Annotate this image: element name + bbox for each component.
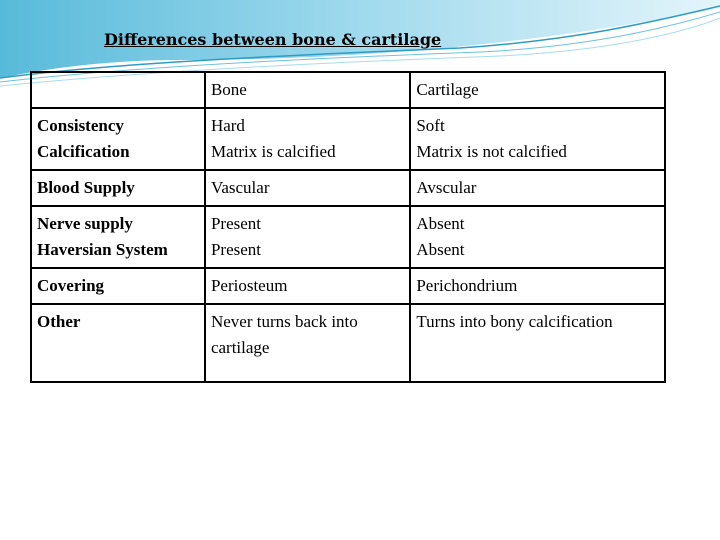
table-row [31, 304, 665, 382]
cartilage-cell [410, 304, 665, 382]
table-header-row [31, 72, 665, 108]
table-row [31, 268, 665, 304]
row-label-cell [31, 170, 205, 206]
comparison-table [30, 71, 666, 383]
cell-line: Calcification [37, 142, 130, 161]
cell-line: Periosteum [210, 276, 288, 295]
header-cell: Cartilage [410, 72, 665, 108]
table-row [31, 170, 665, 206]
cell-line: Soft [416, 116, 445, 135]
bone-cell [205, 304, 410, 382]
cell-line: Other [37, 312, 81, 331]
table-row [31, 108, 665, 170]
cell-line: Present [210, 240, 261, 259]
cell-line: Haversian System [37, 240, 168, 259]
header-cell-empty [31, 72, 205, 108]
bone-cell [205, 108, 410, 170]
cell-line: Never turns back into cartilage [210, 312, 358, 357]
cell-line: Matrix is not calcified [416, 142, 567, 161]
cell-line: Matrix is calcified [210, 142, 336, 161]
cell-line: Consistency [37, 116, 124, 135]
row-label-cell [31, 108, 205, 170]
cell-line: Blood Supply [37, 178, 135, 197]
bone-cell [205, 170, 410, 206]
cell-line: Vascular [210, 178, 270, 197]
slide-title: Differences between bone & cartilage [104, 30, 442, 49]
cartilage-cell [410, 206, 665, 268]
cell-line: Covering [37, 276, 105, 295]
cartilage-cell [410, 108, 665, 170]
cell-line: Absent [416, 214, 465, 233]
row-label-cell [31, 268, 205, 304]
bone-cell [205, 206, 410, 268]
table-row [31, 206, 665, 268]
row-label-cell [31, 304, 205, 382]
cell-line: Turns into bony calcification [416, 312, 613, 331]
row-label-cell [31, 206, 205, 268]
cell-line: Absent [416, 240, 465, 259]
bone-cell [205, 268, 410, 304]
cell-line: Present [210, 214, 261, 233]
cell-line: Hard [210, 116, 245, 135]
cell-line: Avscular [416, 178, 477, 197]
cell-line: Perichondrium [416, 276, 518, 295]
cartilage-cell [410, 170, 665, 206]
cell-line: Nerve supply [37, 214, 133, 233]
header-cell: Bone [205, 72, 410, 108]
cartilage-cell [410, 268, 665, 304]
